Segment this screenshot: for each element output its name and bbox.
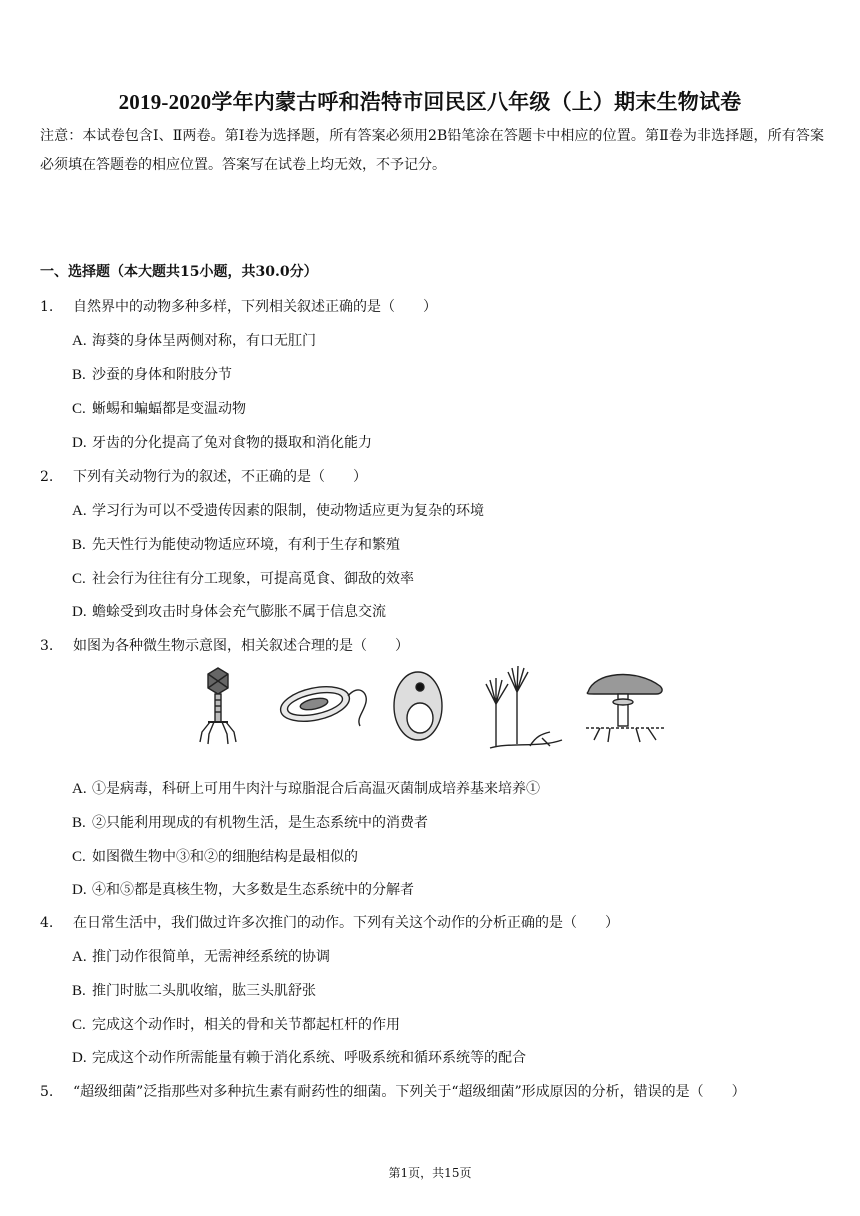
question-2-option-b xyxy=(72,534,400,554)
question-5 xyxy=(40,1081,746,1101)
question-1-option-b xyxy=(72,364,232,384)
option-letter: B. xyxy=(72,983,86,999)
yeast-drawing xyxy=(394,672,442,740)
bacteriophage-drawing xyxy=(200,668,236,744)
option-text: 完成这个动作时，相关的骨和关节都起杠杆的作用 xyxy=(92,1017,400,1033)
question-2 xyxy=(40,466,367,486)
question-number: 2. xyxy=(40,469,54,485)
option-letter: C. xyxy=(72,849,86,865)
question-4 xyxy=(40,912,619,932)
exam-notice: 注意：本试卷包含Ⅰ、Ⅱ两卷。第Ⅰ卷为选择题，所有答案必须用2B铅笔涂在答题卡中相应的位置。第Ⅱ卷为非选择题，所有答案必须填在答题卷的相应位置。答案写在试卷上均无效，不予记分。 xyxy=(40,128,824,173)
question-3-option-c xyxy=(72,846,358,866)
option-letter: B. xyxy=(72,537,86,553)
option-letter: C. xyxy=(72,571,86,587)
question-3-option-b xyxy=(72,812,428,832)
option-letter: C. xyxy=(72,401,86,417)
option-letter: D. xyxy=(72,435,87,451)
question-number: 3. xyxy=(40,638,54,654)
option-letter: B. xyxy=(72,815,86,831)
option-text: 牙齿的分化提高了兔对食物的摄取和消化能力 xyxy=(92,435,372,451)
option-letter: A. xyxy=(72,333,87,349)
question-number: 1. xyxy=(40,299,54,315)
question-number: 4. xyxy=(40,915,54,931)
option-letter: A. xyxy=(72,781,87,797)
question-1-option-a xyxy=(72,330,316,350)
option-text: 推门动作很简单，无需神经系统的协调 xyxy=(92,949,330,965)
option-text: 沙蚕的身体和附肢分节 xyxy=(92,367,232,383)
option-text: ④和⑤都是真核生物，大多数是生态系统中的分解者 xyxy=(92,882,414,898)
question-1 xyxy=(40,296,437,316)
question-3-option-a xyxy=(72,778,540,798)
option-text: 完成这个动作所需能量有赖于消化系统、呼吸系统和循环系统等的配合 xyxy=(92,1050,526,1066)
page-title: 2019-2020学年内蒙古呼和浩特市回民区八年级（上）期末生物试卷 xyxy=(118,90,742,114)
question-2-option-a xyxy=(72,500,484,520)
question-3-option-d xyxy=(72,879,414,899)
question-stem: “超级细菌”泛指那些对多种抗生素有耐药性的细菌。下列关于“超级细菌”形成原因的分析，错误的是（ ） xyxy=(73,1084,746,1100)
bacterium-drawing xyxy=(277,681,366,727)
question-4-option-a xyxy=(72,946,330,966)
question-2-option-c xyxy=(72,568,414,588)
page-footer: 第1页，共15页 xyxy=(388,1166,472,1180)
question-4-option-c xyxy=(72,1014,400,1034)
question-4-option-d xyxy=(72,1047,526,1067)
option-text: ②只能利用现成的有机物生活，是生态系统中的消费者 xyxy=(92,815,428,831)
option-text: ①是病毒，科研上可用牛肉汁与琼脂混合后高温灭菌制成培养基来培养① xyxy=(92,781,540,797)
option-text: 如图微生物中③和②的细胞结构是最相似的 xyxy=(92,849,358,865)
question-stem: 在日常生活中，我们做过许多次推门的动作。下列有关这个动作的分析正确的是（ ） xyxy=(73,915,619,931)
option-text: 社会行为往往有分工现象，可提高觅食、御敌的效率 xyxy=(92,571,414,587)
option-letter: A. xyxy=(72,949,87,965)
question-4-option-b xyxy=(72,980,316,1000)
option-text: 先天性行为能使动物适应环境，有利于生存和繁殖 xyxy=(92,537,400,553)
question-number: 5. xyxy=(40,1084,54,1100)
option-text: 蜥蜴和蝙蝠都是变温动物 xyxy=(92,401,246,417)
penicillium-drawing xyxy=(486,666,562,748)
microorganisms-figure xyxy=(190,662,670,768)
question-3 xyxy=(40,635,409,655)
option-text: 蟾蜍受到攻击时身体会充气膨胀不属于信息交流 xyxy=(92,604,386,620)
question-stem: 如图为各种微生物示意图，相关叙述合理的是（ ） xyxy=(73,638,409,654)
question-1-option-c xyxy=(72,398,246,418)
option-letter: C. xyxy=(72,1017,86,1033)
option-letter: B. xyxy=(72,367,86,383)
question-2-option-d xyxy=(72,601,386,621)
option-text: 海葵的身体呈两侧对称，有口无肛门 xyxy=(92,333,316,349)
option-letter: D. xyxy=(72,1050,87,1066)
section-heading: 一、选择题（本大题共15小题，共30.0分） xyxy=(40,264,318,280)
option-letter: A. xyxy=(72,503,87,519)
question-1-option-d xyxy=(72,432,372,452)
question-stem: 自然界中的动物多种多样，下列相关叙述正确的是（ ） xyxy=(73,299,437,315)
mushroom-drawing xyxy=(586,675,664,742)
option-letter: D. xyxy=(72,882,87,898)
option-text: 推门时肱二头肌收缩，肱三头肌舒张 xyxy=(92,983,316,999)
option-letter: D. xyxy=(72,604,87,620)
question-stem: 下列有关动物行为的叙述，不正确的是（ ） xyxy=(73,469,367,485)
option-text: 学习行为可以不受遗传因素的限制，使动物适应更为复杂的环境 xyxy=(92,503,484,519)
